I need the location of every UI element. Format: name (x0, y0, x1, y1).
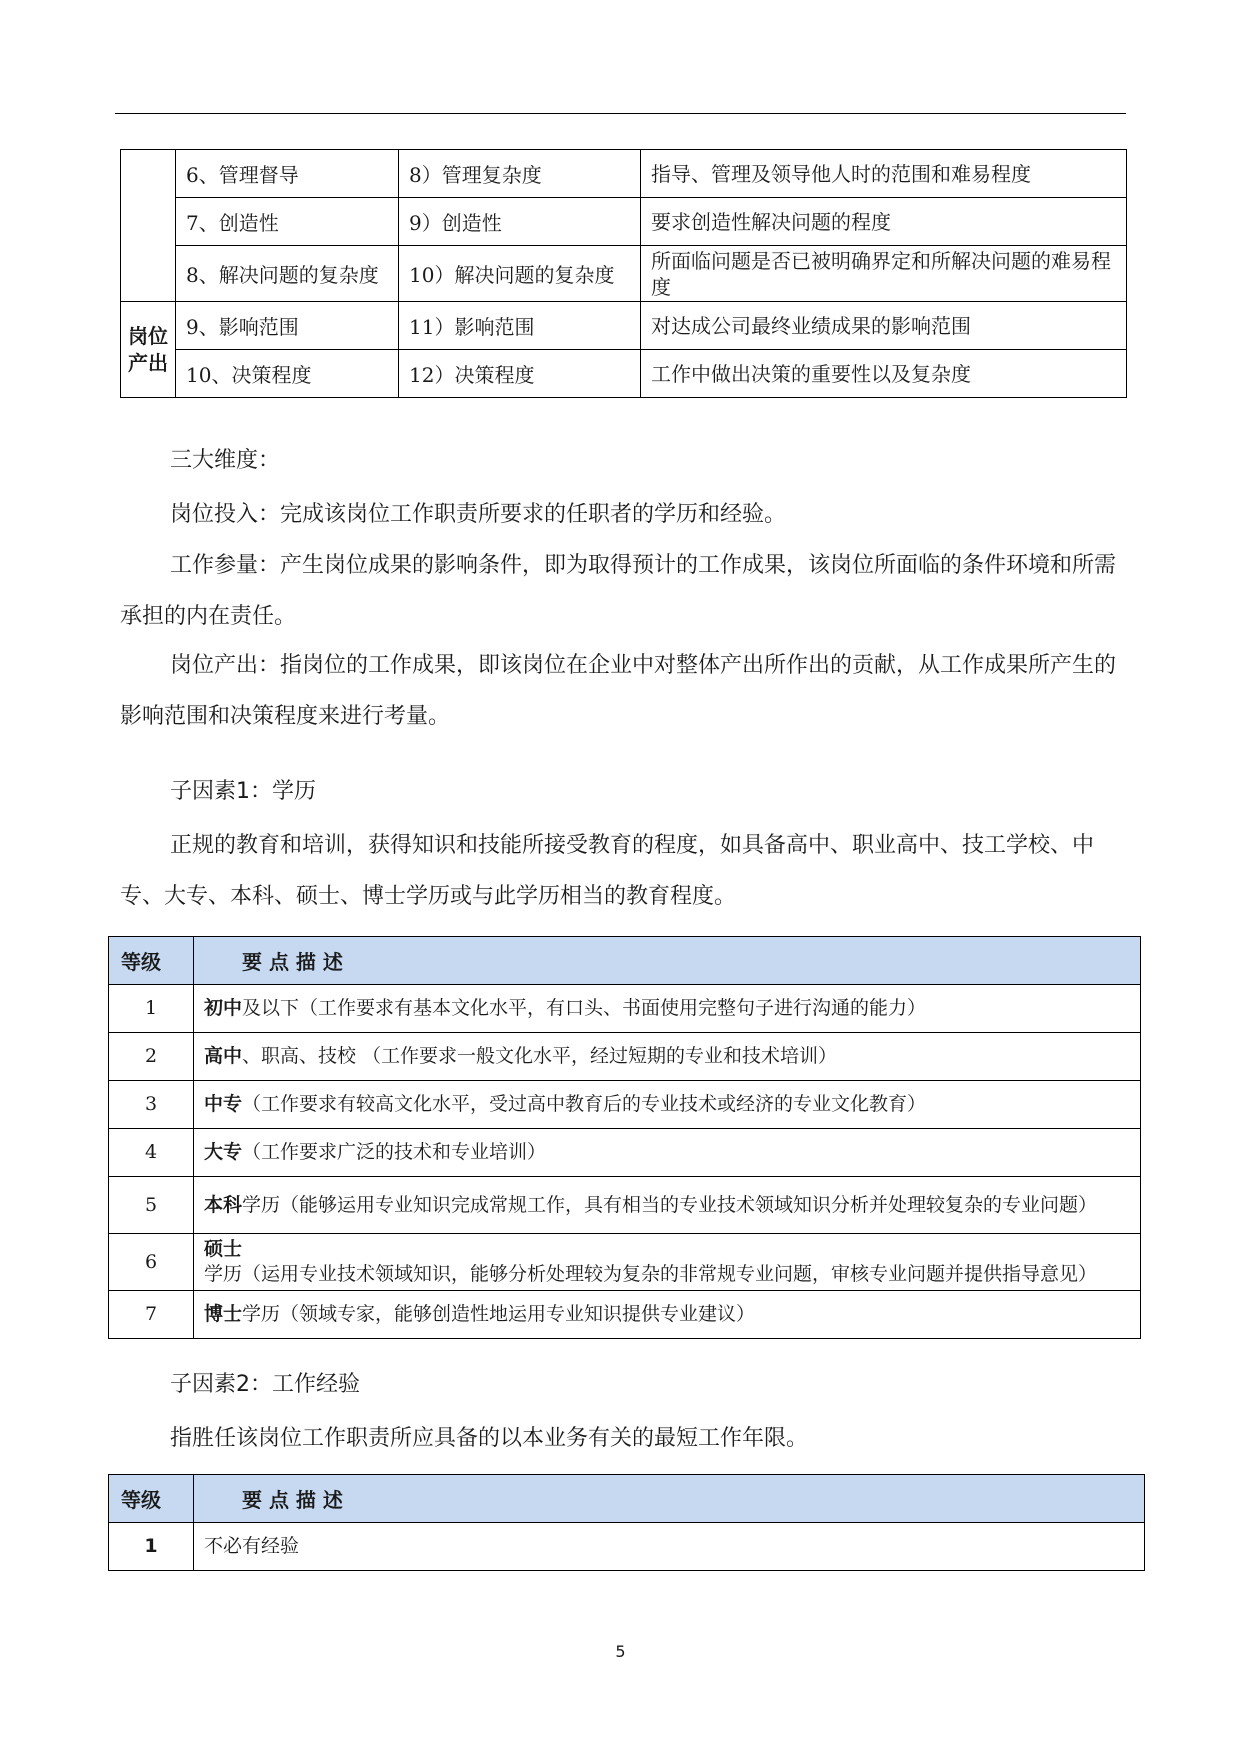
level-cell: 6 (109, 1234, 194, 1291)
level-cell: 1 (109, 985, 194, 1033)
dimensions-heading: 三大维度： (170, 448, 281, 473)
education-keyword: 本科 (204, 1193, 243, 1216)
sub2-heading (170, 1370, 360, 1400)
table-row (121, 302, 1127, 350)
description-cell: 要求创造性解决问题的程度 (641, 198, 1127, 246)
education-keyword: 博士 (204, 1303, 243, 1325)
subfactor-cell: 11）影响范围 (399, 302, 641, 350)
education-detail: （工作要求有较高文化水平，受过高中教育后的专业技术或经济的专业文化教育） (242, 1093, 927, 1115)
description-cell (194, 1033, 1141, 1081)
education-detail: 学历（能够运用专业知识完成常规工作，具有相当的专业技术领域知识分析并处理较复杂的专业问题） (242, 1193, 1098, 1216)
header-rule (115, 113, 1126, 114)
sub2-heading-num: 2 (236, 1372, 251, 1397)
sub2-heading-rest: ：工作经验 (250, 1372, 361, 1397)
dimension-output-paragraph: 岗位产出：指岗位的工作成果，即该岗位在企业中对整体产出所作出的贡献，从工作成果所产生的影响范围和决策程度来进行考量。 (120, 653, 1117, 729)
dimension-parameter-paragraph: 工作参量：产生岗位成果的影响条件，即为取得预计的工作成果，该岗位所面临的条件环境和所需承担的内在责任。 (120, 553, 1117, 629)
table-row (109, 985, 1141, 1033)
level-cell: 4 (109, 1129, 194, 1177)
factor-cell: 8、解决问题的复杂度 (176, 246, 399, 302)
sub1-heading-num: 1 (236, 779, 251, 804)
factor-cell: 6、管理督导 (176, 150, 399, 198)
education-level-table (108, 936, 1141, 1339)
description-column-header: 要 点 描 述 (194, 1475, 1145, 1523)
table-row (109, 1129, 1141, 1177)
table-row (109, 1291, 1141, 1339)
factor-cell: 7、创造性 (176, 198, 399, 246)
table-row (109, 1523, 1145, 1571)
table-row (109, 1177, 1141, 1234)
description-cell: 不必有经验 (194, 1523, 1145, 1571)
education-keyword: 中专 (204, 1093, 243, 1115)
sub1-heading (170, 777, 316, 807)
education-keyword: 硕士 (204, 1238, 243, 1260)
education-keyword: 初中 (204, 997, 243, 1019)
description-cell: 指导、管理及领导他人时的范围和难易程度 (641, 150, 1127, 198)
level-cell: 1 (109, 1523, 194, 1571)
category-cell-empty (121, 150, 176, 302)
description-cell (194, 1234, 1141, 1291)
factor-cell: 9、影响范围 (176, 302, 399, 350)
subfactor-cell: 8）管理复杂度 (399, 150, 641, 198)
education-detail: 及以下（工作要求有基本文化水平，有口头、书面使用完整句子进行沟通的能力） (242, 997, 927, 1019)
category-label-line2: 产出 (128, 350, 168, 375)
level-column-header: 等级 (109, 1475, 194, 1523)
education-detail: 、职高、技校 （工作要求一般文化水平，经过短期的专业和技术培训） (242, 1045, 838, 1067)
table-header-row (109, 1475, 1145, 1523)
table-row (121, 350, 1127, 398)
table-row (121, 150, 1127, 198)
description-cell: 工作中做出决策的重要性以及复杂度 (641, 350, 1127, 398)
factor-table (120, 149, 1127, 398)
dimension-input-paragraph: 岗位投入：完成该岗位工作职责所要求的任职者的学历和经验。 (170, 502, 787, 527)
level-cell: 2 (109, 1033, 194, 1081)
sub2-heading-prefix: 子因素 (170, 1372, 237, 1397)
table-row (121, 198, 1127, 246)
level-column-header: 等级 (109, 937, 194, 985)
table-row (109, 1234, 1141, 1291)
subfactor-cell: 9）创造性 (399, 198, 641, 246)
level-cell: 5 (109, 1177, 194, 1234)
sub1-heading-prefix: 子因素 (170, 779, 237, 804)
table-row (109, 1081, 1141, 1129)
category-label-line1: 岗位 (128, 323, 168, 348)
page-number: 5 (615, 1642, 626, 1661)
sub1-description: 正规的教育和培训，获得知识和技能所接受教育的程度，如具备高中、职业高中、技工学校、中专、大专、本科、硕士、博士学历或与此学历相当的教育程度。 (120, 833, 1095, 909)
description-cell: 对达成公司最终业绩成果的影响范围 (641, 302, 1127, 350)
education-keyword: 大专 (204, 1141, 243, 1163)
description-cell (194, 985, 1141, 1033)
table-row (109, 1033, 1141, 1081)
description-cell: 所面临问题是否已被明确界定和所解决问题的难易程度 (641, 246, 1127, 302)
table-row (121, 246, 1127, 302)
experience-level-table (108, 1474, 1145, 1571)
description-cell (194, 1177, 1141, 1234)
education-detail: 学历（领域专家，能够创造性地运用专业知识提供专业建议） (242, 1303, 756, 1325)
description-cell (194, 1081, 1141, 1129)
subfactor-cell: 12）决策程度 (399, 350, 641, 398)
table-header-row (109, 937, 1141, 985)
level-cell: 7 (109, 1291, 194, 1339)
description-column-header: 要 点 描 述 (194, 937, 1141, 985)
sub1-heading-rest: ：学历 (250, 779, 317, 804)
level-cell: 3 (109, 1081, 194, 1129)
education-keyword: 高中 (204, 1045, 243, 1067)
sub2-description: 指胜任该岗位工作职责所应具备的以本业务有关的最短工作年限。 (170, 1426, 809, 1451)
education-detail: 学历（运用专业技术领域知识，能够分析处理较为复杂的非常规专业问题，审核专业问题并提供指导意见） (204, 1263, 1098, 1285)
category-cell-output (121, 302, 176, 398)
education-detail: （工作要求广泛的技术和专业培训） (242, 1141, 547, 1163)
subfactor-cell: 10）解决问题的复杂度 (399, 246, 641, 302)
factor-cell: 10、决策程度 (176, 350, 399, 398)
description-cell (194, 1291, 1141, 1339)
description-cell (194, 1129, 1141, 1177)
